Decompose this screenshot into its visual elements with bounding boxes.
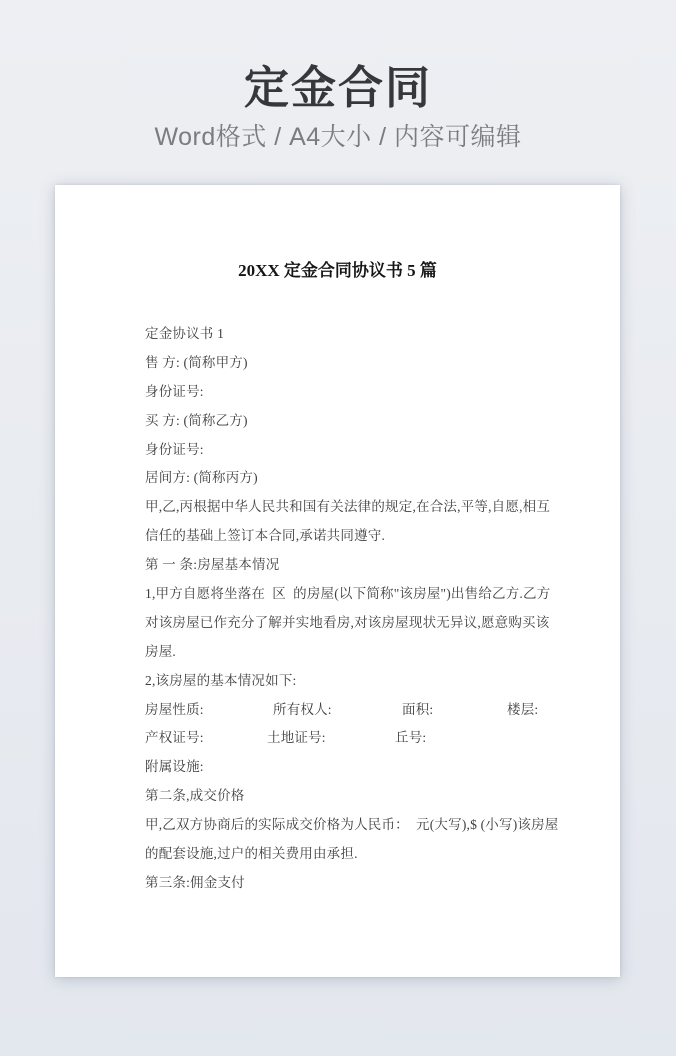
doc-line: 的配套设施,过户的相关费用由承担. — [145, 846, 358, 862]
doc-line: 身份证号: — [145, 383, 204, 399]
document-body — [145, 320, 559, 898]
field-label-plot-number: 丘号: — [395, 730, 427, 746]
doc-line: 信任的基础上签订本合同,承诺共同遵守. — [145, 528, 386, 544]
doc-line: 房屋. — [145, 643, 176, 659]
doc-line: 2,该房屋的基本情况如下: — [145, 672, 297, 688]
doc-field-row — [145, 696, 551, 725]
doc-field-row — [145, 724, 551, 753]
page-subtitle: Word格式 / A4大小 / 内容可编辑 — [154, 123, 522, 151]
document-page — [55, 185, 620, 977]
field-label-floor: 楼层: — [507, 701, 539, 717]
doc-line: 身份证号: — [145, 441, 204, 457]
document-title: 20XX 定金合同协议书 5 篇 — [238, 261, 437, 280]
doc-line: 售 方: (简称甲方) — [145, 354, 248, 370]
doc-line: 1,甲方自愿将坐落在 区 的房屋(以下简称"该房屋")出售给乙方.乙方 — [145, 586, 551, 602]
field-label-area: 面积: — [402, 701, 434, 717]
field-label-property-cert: 产权证号: — [145, 730, 204, 746]
field-label-house-nature: 房屋性质: — [145, 701, 204, 717]
doc-line: 第 一 条:房屋基本情况 — [145, 557, 280, 573]
doc-line: 买 方: (简称乙方) — [145, 412, 248, 428]
doc-line: 第二条,成交价格 — [145, 788, 245, 804]
doc-line: 甲,乙,丙根据中华人民共和国有关法律的规定,在合法,平等,自愿,相互 — [145, 499, 551, 515]
doc-line: 附属设施: — [145, 759, 204, 775]
doc-line: 第三条:佣金支付 — [145, 874, 245, 890]
field-label-owner: 所有权人: — [273, 701, 332, 717]
doc-line: 甲,乙双方协商后的实际成交价格为人民币： 元(大写),$ (小写)该房屋 — [145, 817, 559, 833]
field-label-land-cert: 土地证号: — [267, 730, 326, 746]
page-title: 定金合同 — [243, 62, 432, 113]
doc-line: 居间方: (简称丙方) — [145, 470, 258, 486]
doc-line: 对该房屋已作充分了解并实地看房,对该房屋现状无异议,愿意购买该 — [145, 614, 550, 630]
doc-line: 定金协议书 1 — [145, 326, 225, 341]
